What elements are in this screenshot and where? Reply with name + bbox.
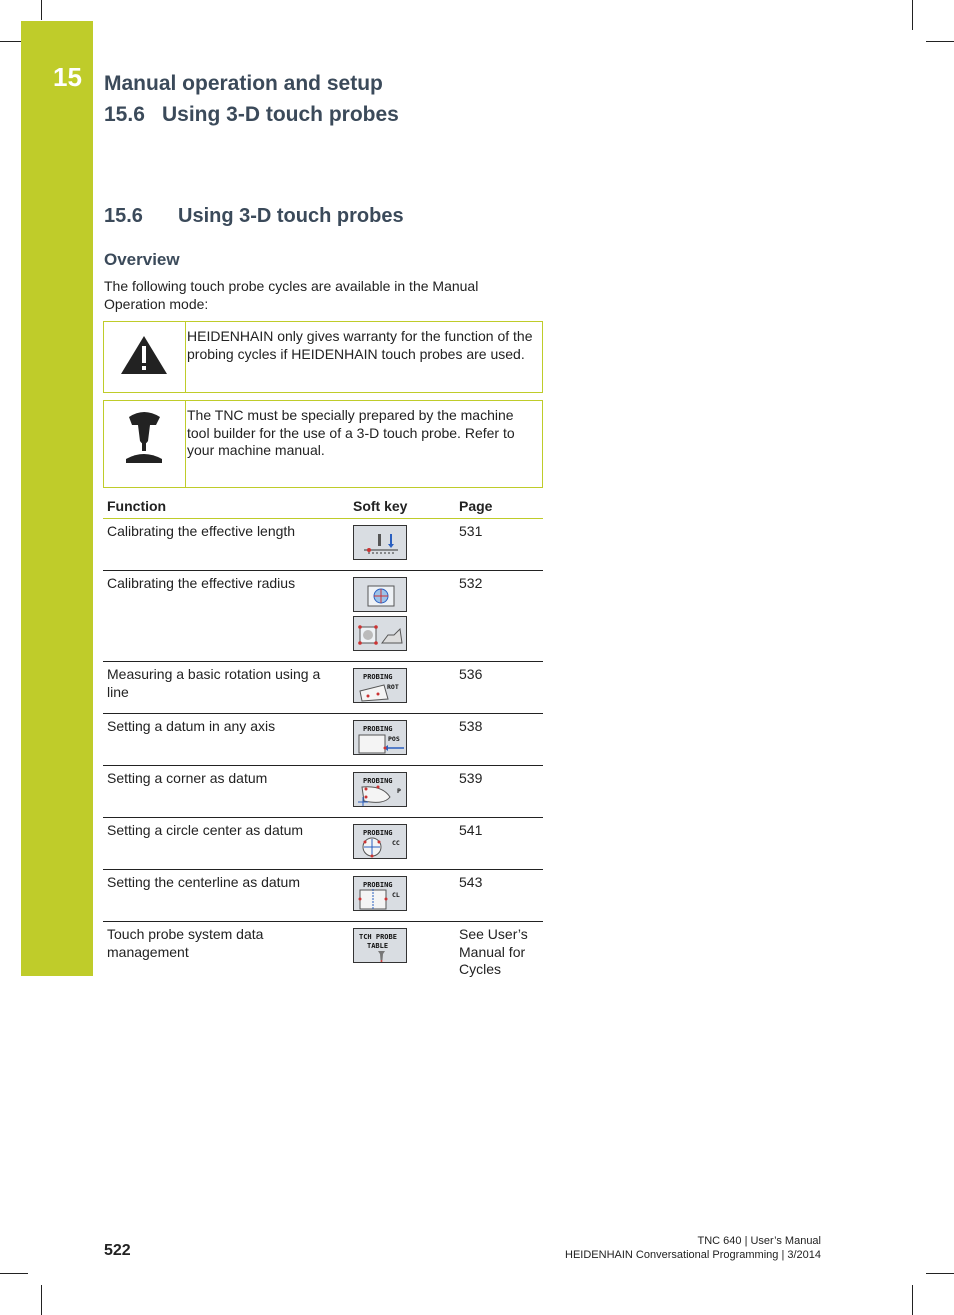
softkey-probing-label: PROBING (363, 881, 393, 889)
function-cell: Setting the centerline as datum (103, 870, 349, 922)
crop-mark (0, 41, 21, 42)
column-header-function: Function (103, 493, 349, 519)
probe-functions-table (103, 493, 543, 985)
warning-icon (104, 322, 186, 394)
table-row (103, 571, 543, 662)
softkey-cell (349, 714, 455, 766)
column-header-page: Page (455, 493, 543, 519)
page-cell: 539 (455, 766, 543, 818)
probing-pos-softkey[interactable] (353, 720, 407, 755)
chapter-number: 15 (53, 62, 82, 92)
column-header-softkey: Soft key (349, 493, 455, 519)
probing-p-softkey[interactable] (353, 772, 407, 807)
note-text: The TNC must be specially prepared by the machine tool builder for the use of a 3-D touch probe. Refer to your machine manual. (187, 407, 515, 458)
note-icon-cell (104, 401, 186, 487)
page-cell: 531 (455, 519, 543, 571)
table-row (103, 870, 543, 922)
page-number: 522 (104, 1242, 131, 1259)
overview-intro: The following touch probe cycles are available in the Manual Operation mode: (104, 278, 479, 312)
overview-heading: Overview (104, 250, 180, 269)
softkey-cell (349, 818, 455, 870)
softkey-probing-label: PROBING (363, 673, 393, 681)
softkey-cell (349, 766, 455, 818)
running-header-section (104, 103, 399, 127)
section-title-text: Using 3-D touch probes (178, 205, 404, 227)
page-cell: 538 (455, 714, 543, 766)
section-number: 15.6 (104, 205, 143, 227)
softkey-cell (349, 519, 455, 571)
table-row (103, 714, 543, 766)
softkey-cl-label: CL (392, 891, 400, 899)
machine-dependent-icon (104, 401, 186, 489)
crop-mark (41, 0, 42, 20)
crop-mark (0, 1273, 28, 1274)
function-cell: Calibrating the effective length (103, 519, 349, 571)
crop-mark (926, 41, 954, 42)
table-row (103, 922, 543, 985)
softkey-cell (349, 571, 455, 662)
softkey-tch-probe-label: TCH PROBE (359, 933, 397, 941)
softkey-pos-label: POS (388, 735, 400, 743)
function-cell: Touch probe system data management (107, 926, 264, 960)
crop-mark (41, 1285, 42, 1315)
probing-cc-softkey[interactable] (353, 824, 407, 859)
chapter-tab (21, 21, 93, 976)
running-header-section-number: 15.6 (104, 103, 145, 126)
section-title (104, 205, 404, 228)
softkey-cell (349, 662, 455, 714)
function-cell: Measuring a basic rotation using a line (103, 662, 349, 714)
probing-rot-icon (354, 669, 408, 704)
tch-probe-table-icon (354, 929, 408, 964)
function-cell: Setting a corner as datum (103, 766, 349, 818)
calibrate-radius-softkey[interactable] (353, 577, 407, 612)
table-row (103, 519, 543, 571)
softkey-probing-label: PROBING (363, 829, 393, 837)
probing-rot-softkey[interactable] (353, 668, 407, 703)
calibrate-radius-alt-softkey[interactable] (353, 616, 407, 651)
function-cell: Calibrating the effective radius (103, 571, 349, 662)
crop-mark (912, 1285, 913, 1315)
page-cell: See User’s Manual for Cycles (459, 926, 528, 977)
probing-cl-softkey[interactable] (353, 876, 407, 911)
tch-probe-table-softkey[interactable] (353, 928, 407, 963)
table-row (103, 818, 543, 870)
calibrate-length-softkey[interactable] (353, 525, 407, 560)
calibrate-radius-icon (354, 578, 408, 613)
softkey-cc-label: CC (392, 839, 400, 847)
softkey-probing-label: PROBING (363, 777, 393, 785)
softkey-cell (349, 870, 455, 922)
probing-cl-icon (354, 877, 408, 912)
running-header-title: Manual operation and setup (104, 72, 383, 95)
note-text: HEIDENHAIN only gives warranty for the function of the probing cycles if HEIDENHAIN touch probes are used. (187, 328, 533, 362)
crop-mark (926, 1273, 954, 1274)
calibrate-length-icon (354, 526, 408, 561)
calibrate-radius-alt-icon (354, 617, 408, 652)
machine-note (103, 400, 543, 488)
note-icon-cell (104, 322, 186, 392)
running-header-section-title: Using 3-D touch probes (162, 103, 399, 126)
softkey-p-label: P (397, 787, 401, 795)
function-cell: Setting a datum in any axis (103, 714, 349, 766)
footer-manual-subtitle: HEIDENHAIN Conversational Programming | 3/2014 (565, 1249, 821, 1261)
softkey-table-label: TABLE (367, 942, 389, 950)
probing-p-icon (354, 773, 408, 808)
page-cell: 543 (455, 870, 543, 922)
softkey-rot-label: ROT (387, 683, 399, 691)
probing-pos-icon (354, 721, 408, 756)
warning-note (103, 321, 543, 393)
table-row (103, 766, 543, 818)
softkey-cell (349, 922, 455, 985)
table-header-row (103, 493, 543, 519)
footer-manual-title: TNC 640 | User’s Manual (697, 1235, 821, 1247)
function-cell: Setting a circle center as datum (103, 818, 349, 870)
crop-mark (912, 0, 913, 30)
page-cell: 536 (455, 662, 543, 714)
softkey-probing-label: PROBING (363, 725, 393, 733)
probing-cc-icon (354, 825, 408, 860)
page-cell: 532 (455, 571, 543, 662)
page-cell: 541 (455, 818, 543, 870)
table-row (103, 662, 543, 714)
